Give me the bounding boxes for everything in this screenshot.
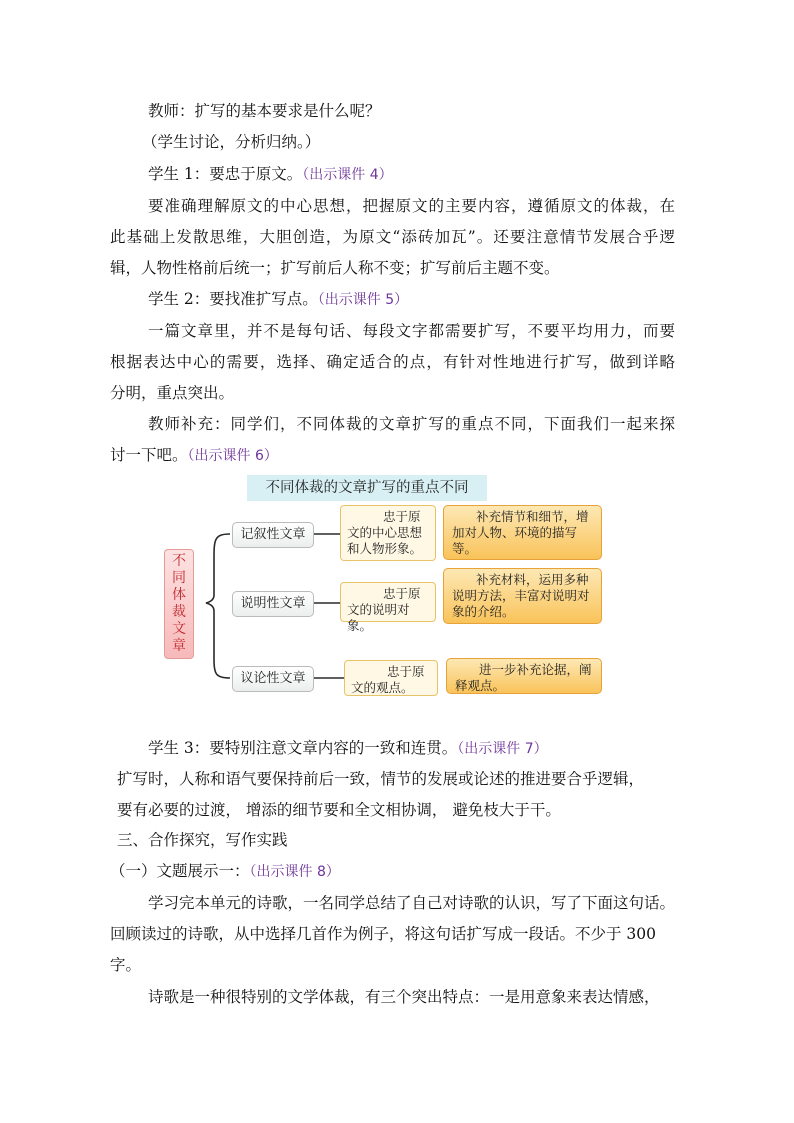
root-char: 文: [172, 621, 186, 637]
slide-tag-4: （出示课件 4）: [302, 167, 393, 183]
para2-line2: 根据表达中心的需要，选择、确定适合的点，有针对性地进行扩写，做到详略: [110, 353, 675, 371]
diagram-root: [164, 549, 194, 659]
category-narrative: 记叙性文章: [232, 522, 314, 548]
method-expository: 补充材料，运用多种说明方法，丰富对说明对象的介绍。: [443, 568, 602, 624]
method-narrative: 补充情节和细节，增加对人物、环境的描写等。: [443, 505, 602, 560]
root-brace: [206, 534, 230, 678]
focus-narrative: 忠于原文的中心思想和人物形象。: [340, 505, 436, 561]
category-argumentative: 议论性文章: [232, 666, 314, 692]
focus-argumentative: 忠于原文的观点。: [344, 660, 438, 696]
student3-text: 学生 3：要特别注意文章内容的一致和连贯。: [148, 739, 458, 757]
para3-line2: [110, 444, 278, 467]
method-argumentative: 进一步补充论据，阐释观点。: [446, 658, 602, 694]
para5-line1: 学习完本单元的诗歌，一名同学总结了自己对诗歌的认识，写了下面这句话。: [148, 894, 676, 912]
para2-line3: 分明，重点突出。: [110, 384, 235, 402]
para1-line2: 此基础上发散思维，大胆创造，为原文“添砖加瓦”。还要注意情节发展合乎逻: [110, 228, 675, 246]
para1-line3: 辑，人物性格前后统一；扩写前后人称不变；扩写前后主题不变。: [110, 259, 560, 277]
student1-line: [148, 163, 393, 186]
slide-tag-5: （出示课件 5）: [317, 292, 409, 308]
student2-text: 学生 2：要找准扩写点。: [148, 290, 318, 308]
slide-tag-8: （出示课件 8）: [249, 864, 340, 880]
section-heading: 三、合作探究，写作实践: [117, 831, 288, 849]
task-heading: [110, 860, 340, 883]
student3-line: [148, 737, 548, 760]
root-char: 裁: [172, 604, 186, 620]
slide-tag-6: （出示课件 6）: [187, 448, 278, 464]
para5-line2: 回顾读过的诗歌，从中选择几首作为例子，将这句话扩写成一段话。不少于 300: [110, 925, 657, 943]
diagram-title: 不同体裁的文章扩写的重点不同: [247, 475, 487, 501]
root-char: 章: [172, 638, 186, 654]
para6-line1: 诗歌是一种很特别的文学体裁，有三个突出特点：一是用意象来表达情感，: [148, 988, 660, 1006]
para3-line1: 教师补充：同学们，不同体裁的文章扩写的重点不同，下面我们一起来探: [148, 415, 675, 433]
task-heading-text: （一）文题展示一：: [110, 862, 250, 880]
discussion-note: （学生讨论，分析归纳。）: [142, 133, 321, 151]
para4-line1: 扩写时，人称和语气要保持前后一致，情节的发展或论述的推进要合乎逻辑，: [117, 770, 645, 788]
category-expository: 说明性文章: [232, 591, 314, 617]
para4-line2: 要有必要的过渡， 增添的细节要和全文相协调， 避免枝大于干。: [117, 801, 561, 819]
slide-tag-7: （出示课件 7）: [457, 741, 548, 757]
student1-text: 学生 1：要忠于原文。: [148, 165, 303, 183]
para5-line3: 字。: [110, 956, 142, 974]
student2-line: [148, 288, 408, 311]
root-char: 同: [172, 570, 186, 586]
para3-text: 讨一下吧。: [110, 446, 188, 464]
para1-line1: 要准确理解原文的中心思想，把握原文的主要内容，遵循原文的体裁，在: [148, 197, 675, 215]
root-char: 不: [172, 553, 186, 569]
teacher-question: 教师：扩写的基本要求是什么呢？: [148, 102, 381, 120]
root-char: 体: [172, 587, 186, 603]
para2-line1: 一篇文章里，并不是每句话、每段文字都需要扩写，不要平均用力，而要: [148, 322, 675, 340]
focus-expository: 忠于原文的说明对象。: [340, 582, 436, 622]
